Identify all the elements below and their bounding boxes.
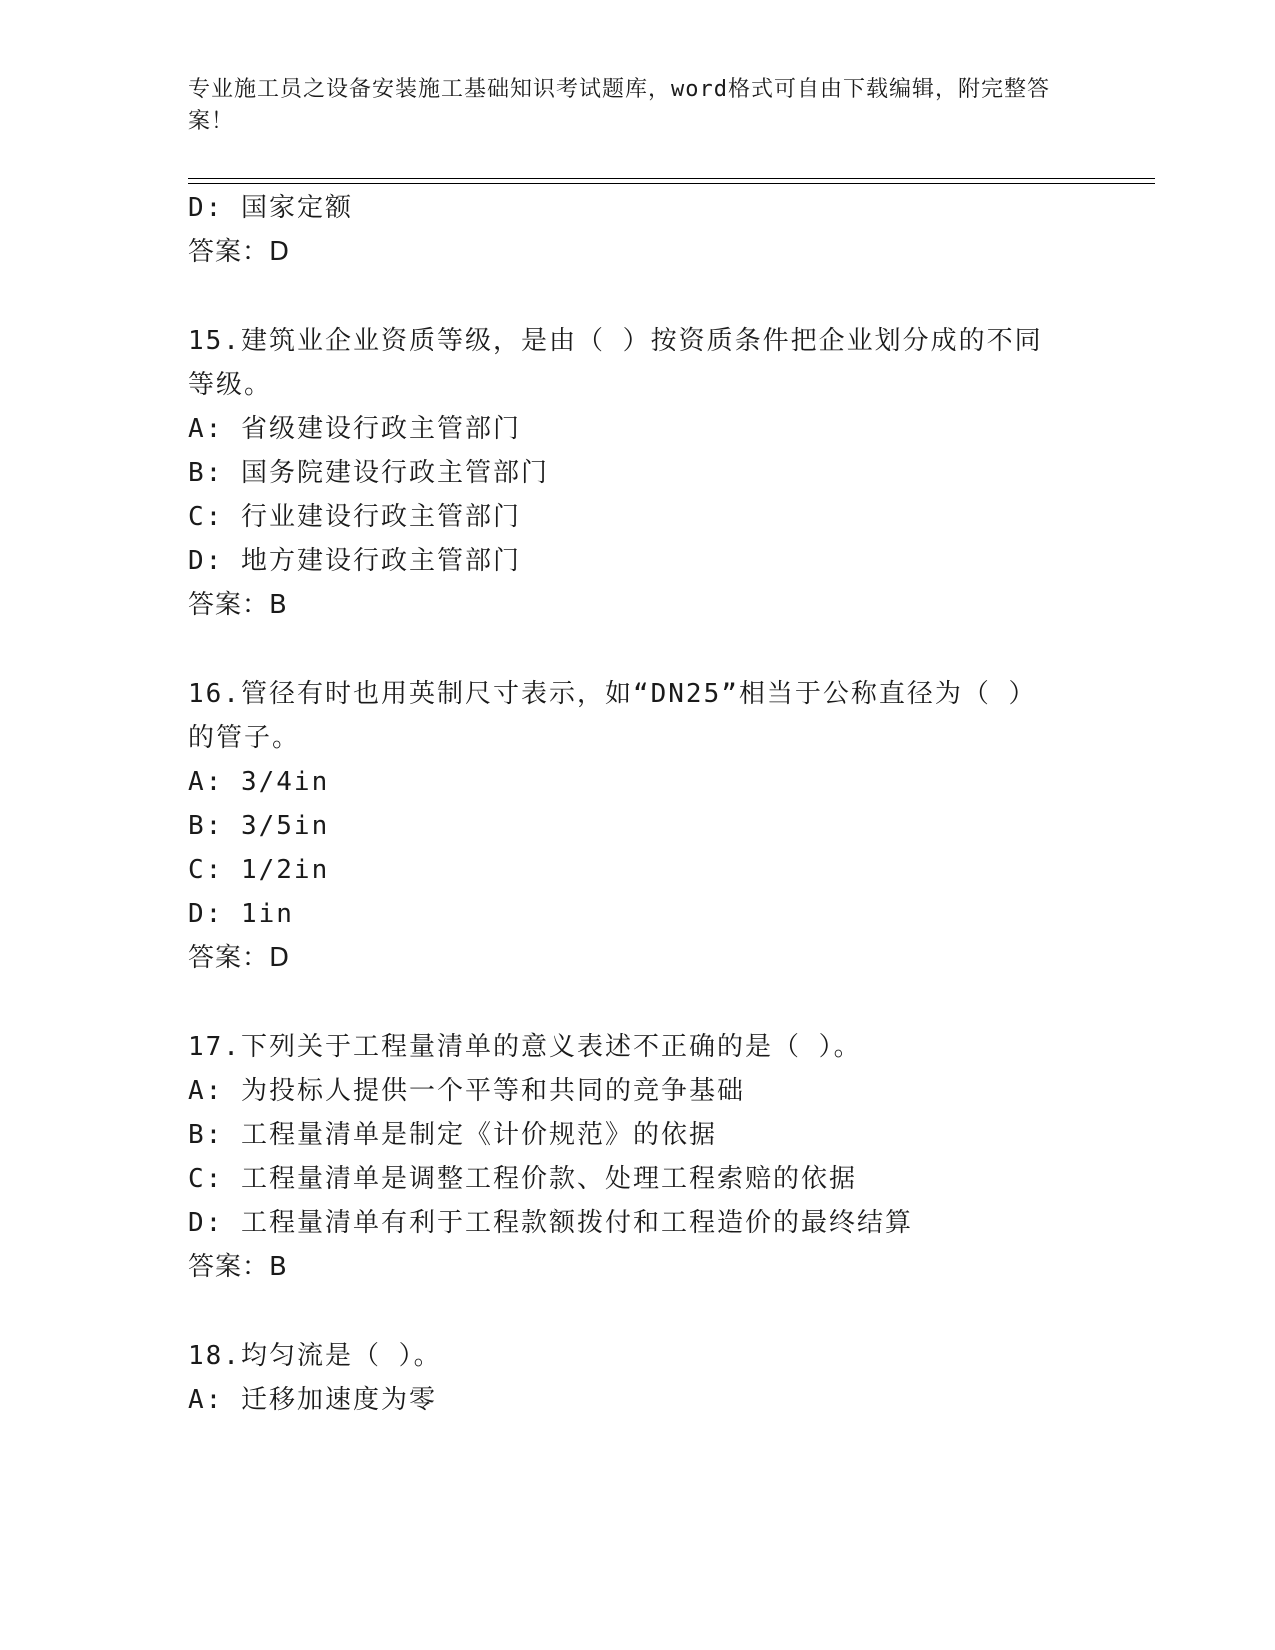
q17-stem-line1: 17.下列关于工程量清单的意义表述不正确的是（ ）。	[188, 1032, 862, 1062]
q16-option-d: D: 1in	[188, 899, 294, 929]
prev-option-d: D: 国家定额	[188, 193, 353, 223]
q17-answer: 答案：B	[188, 1252, 288, 1282]
q18-option-a: A: 迁移加速度为零	[188, 1385, 437, 1415]
q15-option-b: B: 国务院建设行政主管部门	[188, 458, 549, 488]
q15-option-d: D: 地方建设行政主管部门	[188, 546, 521, 576]
q16-option-b: B: 3/5in	[188, 811, 330, 841]
q16-stem-line1: 16.管径有时也用英制尺寸表示，如“DN25”相当于公称直径为（ ）	[188, 679, 1037, 709]
q15-option-c: C: 行业建设行政主管部门	[188, 502, 521, 532]
document-header: 专业施工员之设备安装施工基础知识考试题库，word格式可自由下载编辑，附完整答案！	[188, 77, 1050, 134]
q16-stem-line2: 的管子。	[188, 723, 301, 753]
q17-option-d: D: 工程量清单有利于工程款额拨付和工程造价的最终结算	[188, 1208, 913, 1238]
header-divider-bottom	[188, 183, 1155, 184]
header-divider-top	[188, 178, 1155, 179]
q16-answer: 答案：D	[188, 943, 291, 973]
q17-option-a: A: 为投标人提供一个平等和共同的竞争基础	[188, 1076, 745, 1106]
q16-option-c: C: 1/2in	[188, 855, 330, 885]
q15-stem-line1: 15.建筑业企业资质等级，是由（ ）按资质条件把企业划分成的不同	[188, 326, 1043, 356]
q17-option-b: B: 工程量清单是制定《计价规范》的依据	[188, 1120, 717, 1150]
q17-option-c: C: 工程量清单是调整工程价款、处理工程索赔的依据	[188, 1164, 857, 1194]
q15-option-a: A: 省级建设行政主管部门	[188, 414, 521, 444]
q15-answer: 答案：B	[188, 590, 288, 620]
prev-answer: 答案：D	[188, 237, 291, 267]
q15-stem-line2: 等级。	[188, 370, 273, 400]
q16-option-a: A: 3/4in	[188, 767, 330, 797]
q18-stem-line1: 18.均匀流是（ ）。	[188, 1341, 442, 1371]
